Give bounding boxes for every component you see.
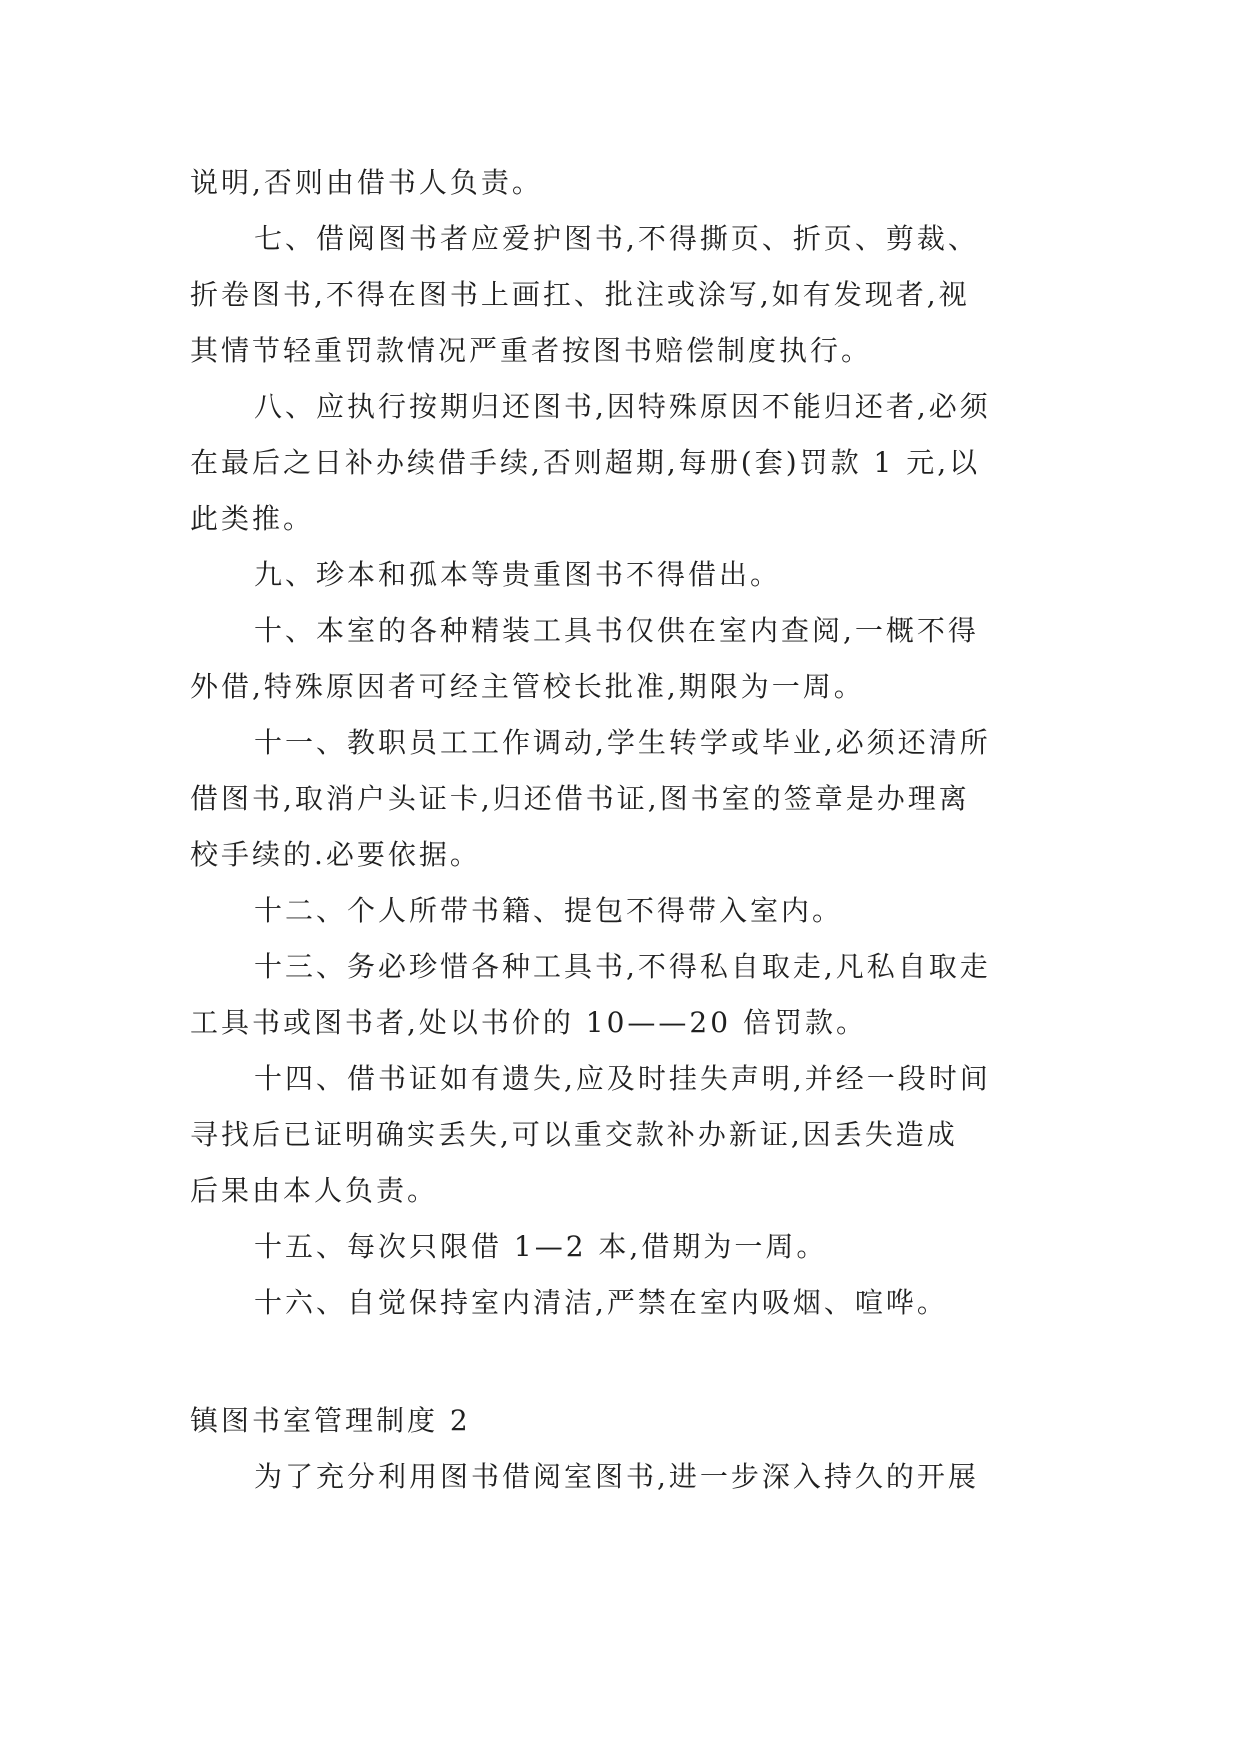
paragraph-8-line-2: 在最后之日补办续借手续,否则超期,每册(套)罚款 1 元,以 — [190, 446, 981, 479]
paragraph-14-line-3: 后果由本人负责。 — [190, 1174, 439, 1207]
paragraph-15: 十五、每次只限借 1—2 本,借期为一周。 — [254, 1230, 828, 1263]
paragraph-9: 九、珍本和孤本等贵重图书不得借出。 — [254, 558, 782, 591]
section-title: 镇图书室管理制度 2 — [190, 1404, 471, 1437]
text-line: 说明,否则由借书人负责。 — [190, 166, 543, 199]
paragraph-10-line-2: 外借,特殊原因者可经主管校长批准,期限为一周。 — [190, 670, 865, 703]
section-intro-line: 为了充分利用图书借阅室图书,进一步深入持久的开展 — [254, 1460, 979, 1493]
paragraph-8-line-1: 八、应执行按期归还图书,因特殊原因不能归还者,必须 — [254, 390, 991, 423]
paragraph-12: 十二、个人所带书籍、提包不得带入室内。 — [254, 894, 844, 927]
paragraph-11-line-2: 借图书,取消户头证卡,归还借书证,图书室的签章是办理离 — [190, 782, 970, 815]
paragraph-16: 十六、自觉保持室内清洁,严禁在室内吸烟、喧哗。 — [254, 1286, 948, 1319]
paragraph-13-line-2: 工具书或图书者,处以书价的 10——20 倍罚款。 — [190, 1006, 867, 1039]
paragraph-7-line-1: 七、借阅图书者应爱护图书,不得撕页、折页、剪裁、 — [254, 222, 979, 255]
document-body — [190, 155, 1052, 1505]
paragraph-11-line-1: 十一、教职员工工作调动,学生转学或毕业,必须还清所 — [254, 726, 991, 759]
paragraph-13-line-1: 十三、务必珍惜各种工具书,不得私自取走,凡私自取走 — [254, 950, 991, 983]
section-spacer — [190, 1331, 1052, 1393]
paragraph-7-line-2: 折卷图书,不得在图书上画扛、批注或涂写,如有发现者,视 — [190, 278, 970, 311]
paragraph-7-line-3: 其情节轻重罚款情况严重者按图书赔偿制度执行。 — [190, 334, 873, 367]
paragraph-11-line-3: 校手续的.必要依据。 — [190, 838, 481, 871]
paragraph-8-line-3: 此类推。 — [190, 502, 315, 535]
paragraph-14-line-2: 寻找后已证明确实丢失,可以重交款补办新证,因丢失造成 — [190, 1118, 958, 1151]
paragraph-14-line-1: 十四、借书证如有遗失,应及时挂失声明,并经一段时间 — [254, 1062, 991, 1095]
paragraph-10-line-1: 十、本室的各种精装工具书仅供在室内查阅,一概不得 — [254, 614, 979, 647]
